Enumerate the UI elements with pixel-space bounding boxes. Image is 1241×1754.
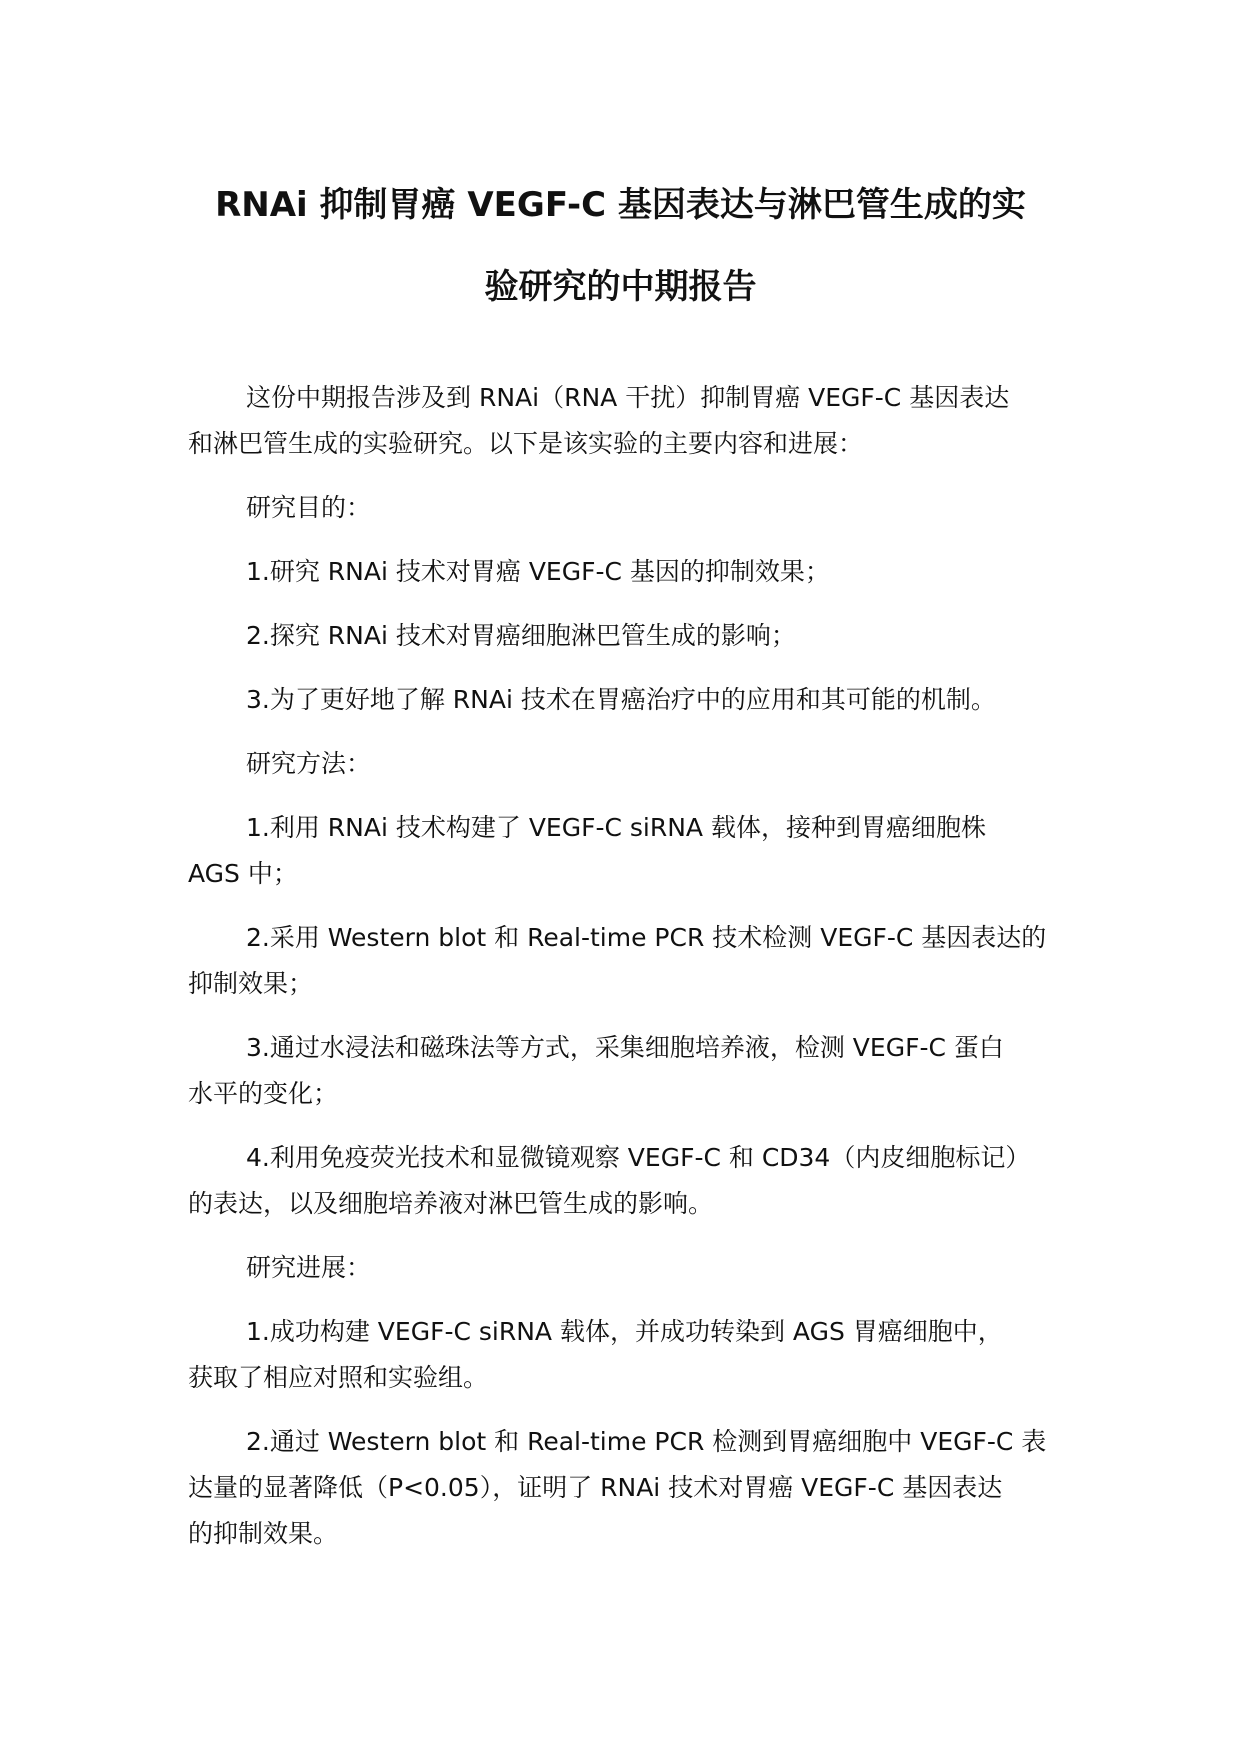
purpose-heading: 研究目的：: [246, 493, 372, 522]
progress-item-2: 2.通过 Western blot 和 Real-time PCR 检测到胃癌细胞中 VEGF-C 表 达量的显著降低（P<0.05），证明了 RNAi 技术对胃癌 VEGF-C 基因表达 的抑制效果。: [188, 1427, 1047, 1548]
intro-paragraph: 这份中期报告涉及到 RNAi（RNA 干扰）抑制胃癌 VEGF-C 基因表达 和淋巴管生成的实验研究。以下是该实验的主要内容和进展：: [188, 383, 1010, 458]
methods-heading: 研究方法：: [246, 749, 372, 778]
document-title-line-1: RNAi 抑制胃癌 VEGF-C 基因表达与淋巴管生成的实: [215, 185, 1026, 225]
methods-item-4: 4.利用免疫荧光技术和显微镜观察 VEGF-C 和 CD34（内皮细胞标记） 的表达，以及细胞培养液对淋巴管生成的影响。: [188, 1143, 1031, 1218]
progress-heading: 研究进展：: [246, 1253, 372, 1282]
document-body: [188, 375, 1088, 1575]
document-title-line-2: 验研究的中期报告: [484, 267, 757, 307]
methods-item-1: 1.利用 RNAi 技术构建了 VEGF-C siRNA 载体，接种到胃癌细胞株 AGS 中；: [188, 813, 986, 888]
purpose-item-3: 3.为了更好地了解 RNAi 技术在胃癌治疗中的应用和其可能的机制。: [246, 685, 996, 714]
purpose-item-2: 2.探究 RNAi 技术对胃癌细胞淋巴管生成的影响；: [246, 621, 796, 650]
progress-item-1: 1.成功构建 VEGF-C siRNA 载体，并成功转染到 AGS 胃癌细胞中， 获取了相应对照和实验组。: [188, 1317, 1003, 1392]
methods-item-3: 3.通过水浸法和磁珠法等方式，采集细胞培养液，检测 VEGF-C 蛋白 水平的变化；: [188, 1033, 1004, 1108]
methods-item-2: 2.采用 Western blot 和 Real-time PCR 技术检测 VEGF-C 基因表达的 抑制效果；: [188, 923, 1047, 998]
purpose-item-1: 1.研究 RNAi 技术对胃癌 VEGF-C 基因的抑制效果；: [246, 557, 830, 586]
